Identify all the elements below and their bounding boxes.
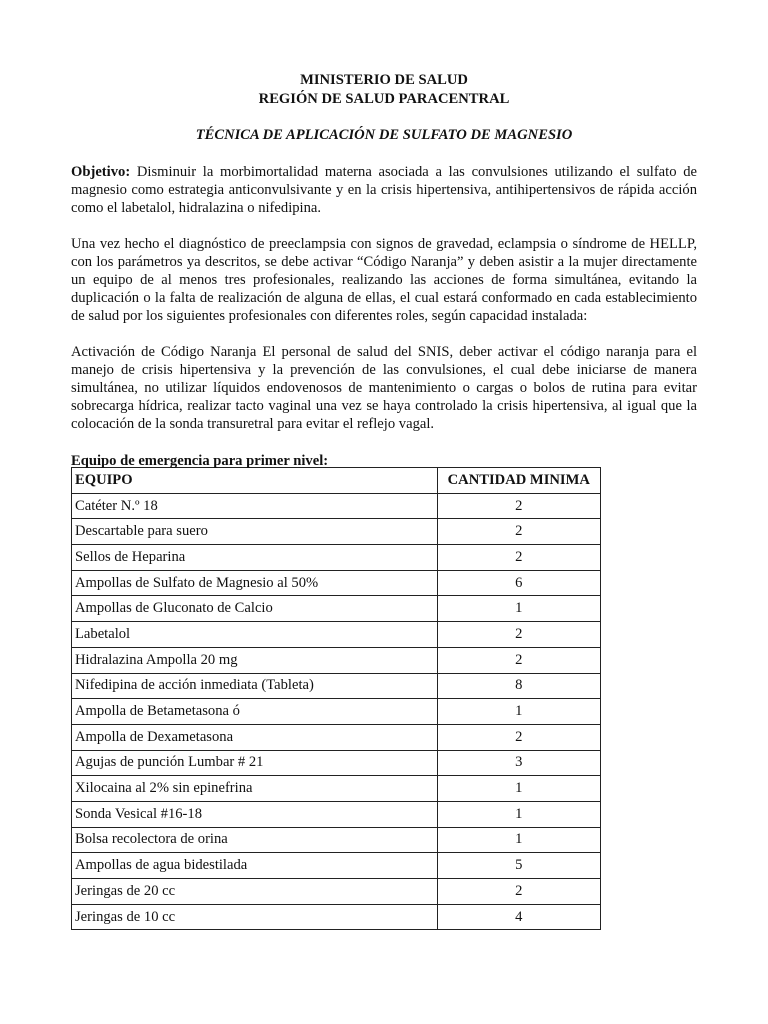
equipment-quantity: 2 (437, 622, 600, 648)
equipment-item: Agujas de punción Lumbar # 21 (72, 750, 438, 776)
table-row (72, 724, 601, 750)
equipment-quantity: 2 (437, 493, 600, 519)
equipment-quantity: 2 (437, 724, 600, 750)
equipment-item: Ampollas de Gluconato de Calcio (72, 596, 438, 622)
equipment-item: Jeringas de 10 cc (72, 904, 438, 930)
equipment-quantity: 2 (437, 545, 600, 571)
equipment-item: Ampolla de Dexametasona (72, 724, 438, 750)
equipment-quantity: 4 (437, 904, 600, 930)
document-page (71, 71, 697, 930)
table-row (72, 519, 601, 545)
equipment-item: Ampolla de Betametasona ó (72, 699, 438, 725)
equipment-quantity: 1 (437, 596, 600, 622)
table-row (72, 750, 601, 776)
objective-paragraph (71, 163, 697, 217)
column-header-equipo: EQUIPO (72, 468, 438, 494)
objective-label: Objetivo: (71, 164, 131, 180)
table-body (72, 493, 601, 930)
equipment-quantity: 1 (437, 699, 600, 725)
equipment-item: Sellos de Heparina (72, 545, 438, 571)
table-header-row (72, 468, 601, 494)
equipment-quantity: 1 (437, 776, 600, 802)
equipment-item: Hidralazina Ampolla 20 mg (72, 647, 438, 673)
column-header-cantidad: CANTIDAD MINIMA (437, 468, 600, 494)
equipment-quantity: 6 (437, 570, 600, 596)
equipment-item: Nifedipina de acción inmediata (Tableta) (72, 673, 438, 699)
ministry-heading: MINISTERIO DE SALUD (300, 72, 468, 88)
equipment-table (71, 467, 601, 930)
equipment-item: Xilocaina al 2% sin epinefrina (72, 776, 438, 802)
equipment-item: Jeringas de 20 cc (72, 879, 438, 905)
table-row (72, 493, 601, 519)
equipment-item: Ampollas de Sulfato de Magnesio al 50% (72, 570, 438, 596)
equipment-quantity: 2 (437, 647, 600, 673)
equipment-item: Ampollas de agua bidestilada (72, 853, 438, 879)
table-row (72, 853, 601, 879)
table-row (72, 801, 601, 827)
table-row (72, 570, 601, 596)
equipment-quantity: 1 (437, 801, 600, 827)
equipment-quantity: 5 (437, 853, 600, 879)
equipment-quantity: 1 (437, 827, 600, 853)
table-row (72, 879, 601, 905)
equipment-item: Catéter N.º 18 (72, 493, 438, 519)
activation-paragraph: Activación de Código Naranja El personal de salud del SNIS, deber activar el código naranja para el manejo de crisis hipertensiva y la prevención de las convulsiones, el cual debe iniciarse de manera simultánea, no utilizar líquidos endovenosos de mantenimiento o cargas o bolos de rutina para evitar sobrecarga hídrica, realizar tacto vaginal una vez se haya controlado la crisis hipertensiva, al igual que la colocación de la sonda transuretral para evitar el reflejo vagal. (71, 344, 697, 432)
equipment-quantity: 8 (437, 673, 600, 699)
equipment-quantity: 3 (437, 750, 600, 776)
equipment-quantity: 2 (437, 879, 600, 905)
table-row (72, 904, 601, 930)
document-title: TÉCNICA DE APLICACIÓN DE SULFATO DE MAGNESIO (195, 127, 573, 143)
equipment-item: Descartable para suero (72, 519, 438, 545)
table-row (72, 673, 601, 699)
diagnosis-paragraph: Una vez hecho el diagnóstico de preeclampsia con signos de gravedad, eclampsia o síndrome de HELLP, con los parámetros ya descritos, se debe activar “Código Naranja” y deben asistir a la mujer directamente un equipo de al menos tres profesionales, realizando las acciones de forma simultánea, evitando la duplicación o la falta de realización de alguna de ellas, el cual estará conformado en cada establecimiento de salud por los siguientes profesionales con diferentes roles, según capacidad instalada: (71, 236, 697, 324)
equipment-quantity: 2 (437, 519, 600, 545)
table-row (72, 596, 601, 622)
table-row (72, 776, 601, 802)
table-heading: Equipo de emergencia para primer nivel: (71, 453, 329, 469)
table-row (72, 545, 601, 571)
table-row (72, 827, 601, 853)
objective-text: Disminuir la morbimortalidad materna asociada a las convulsiones utilizando el sulfato de magnesio como estrategia anticonvulsivante y en la crisis hipertensiva, antihipertensivos de rápida acción como el labetalol, hidralazina o nifedipina. (71, 164, 697, 216)
table-row (72, 699, 601, 725)
equipment-item: Bolsa recolectora de orina (72, 827, 438, 853)
table-row (72, 622, 601, 648)
region-heading: REGIÓN DE SALUD PARACENTRAL (258, 91, 510, 107)
equipment-item: Labetalol (72, 622, 438, 648)
table-row (72, 647, 601, 673)
equipment-item: Sonda Vesical #16-18 (72, 801, 438, 827)
